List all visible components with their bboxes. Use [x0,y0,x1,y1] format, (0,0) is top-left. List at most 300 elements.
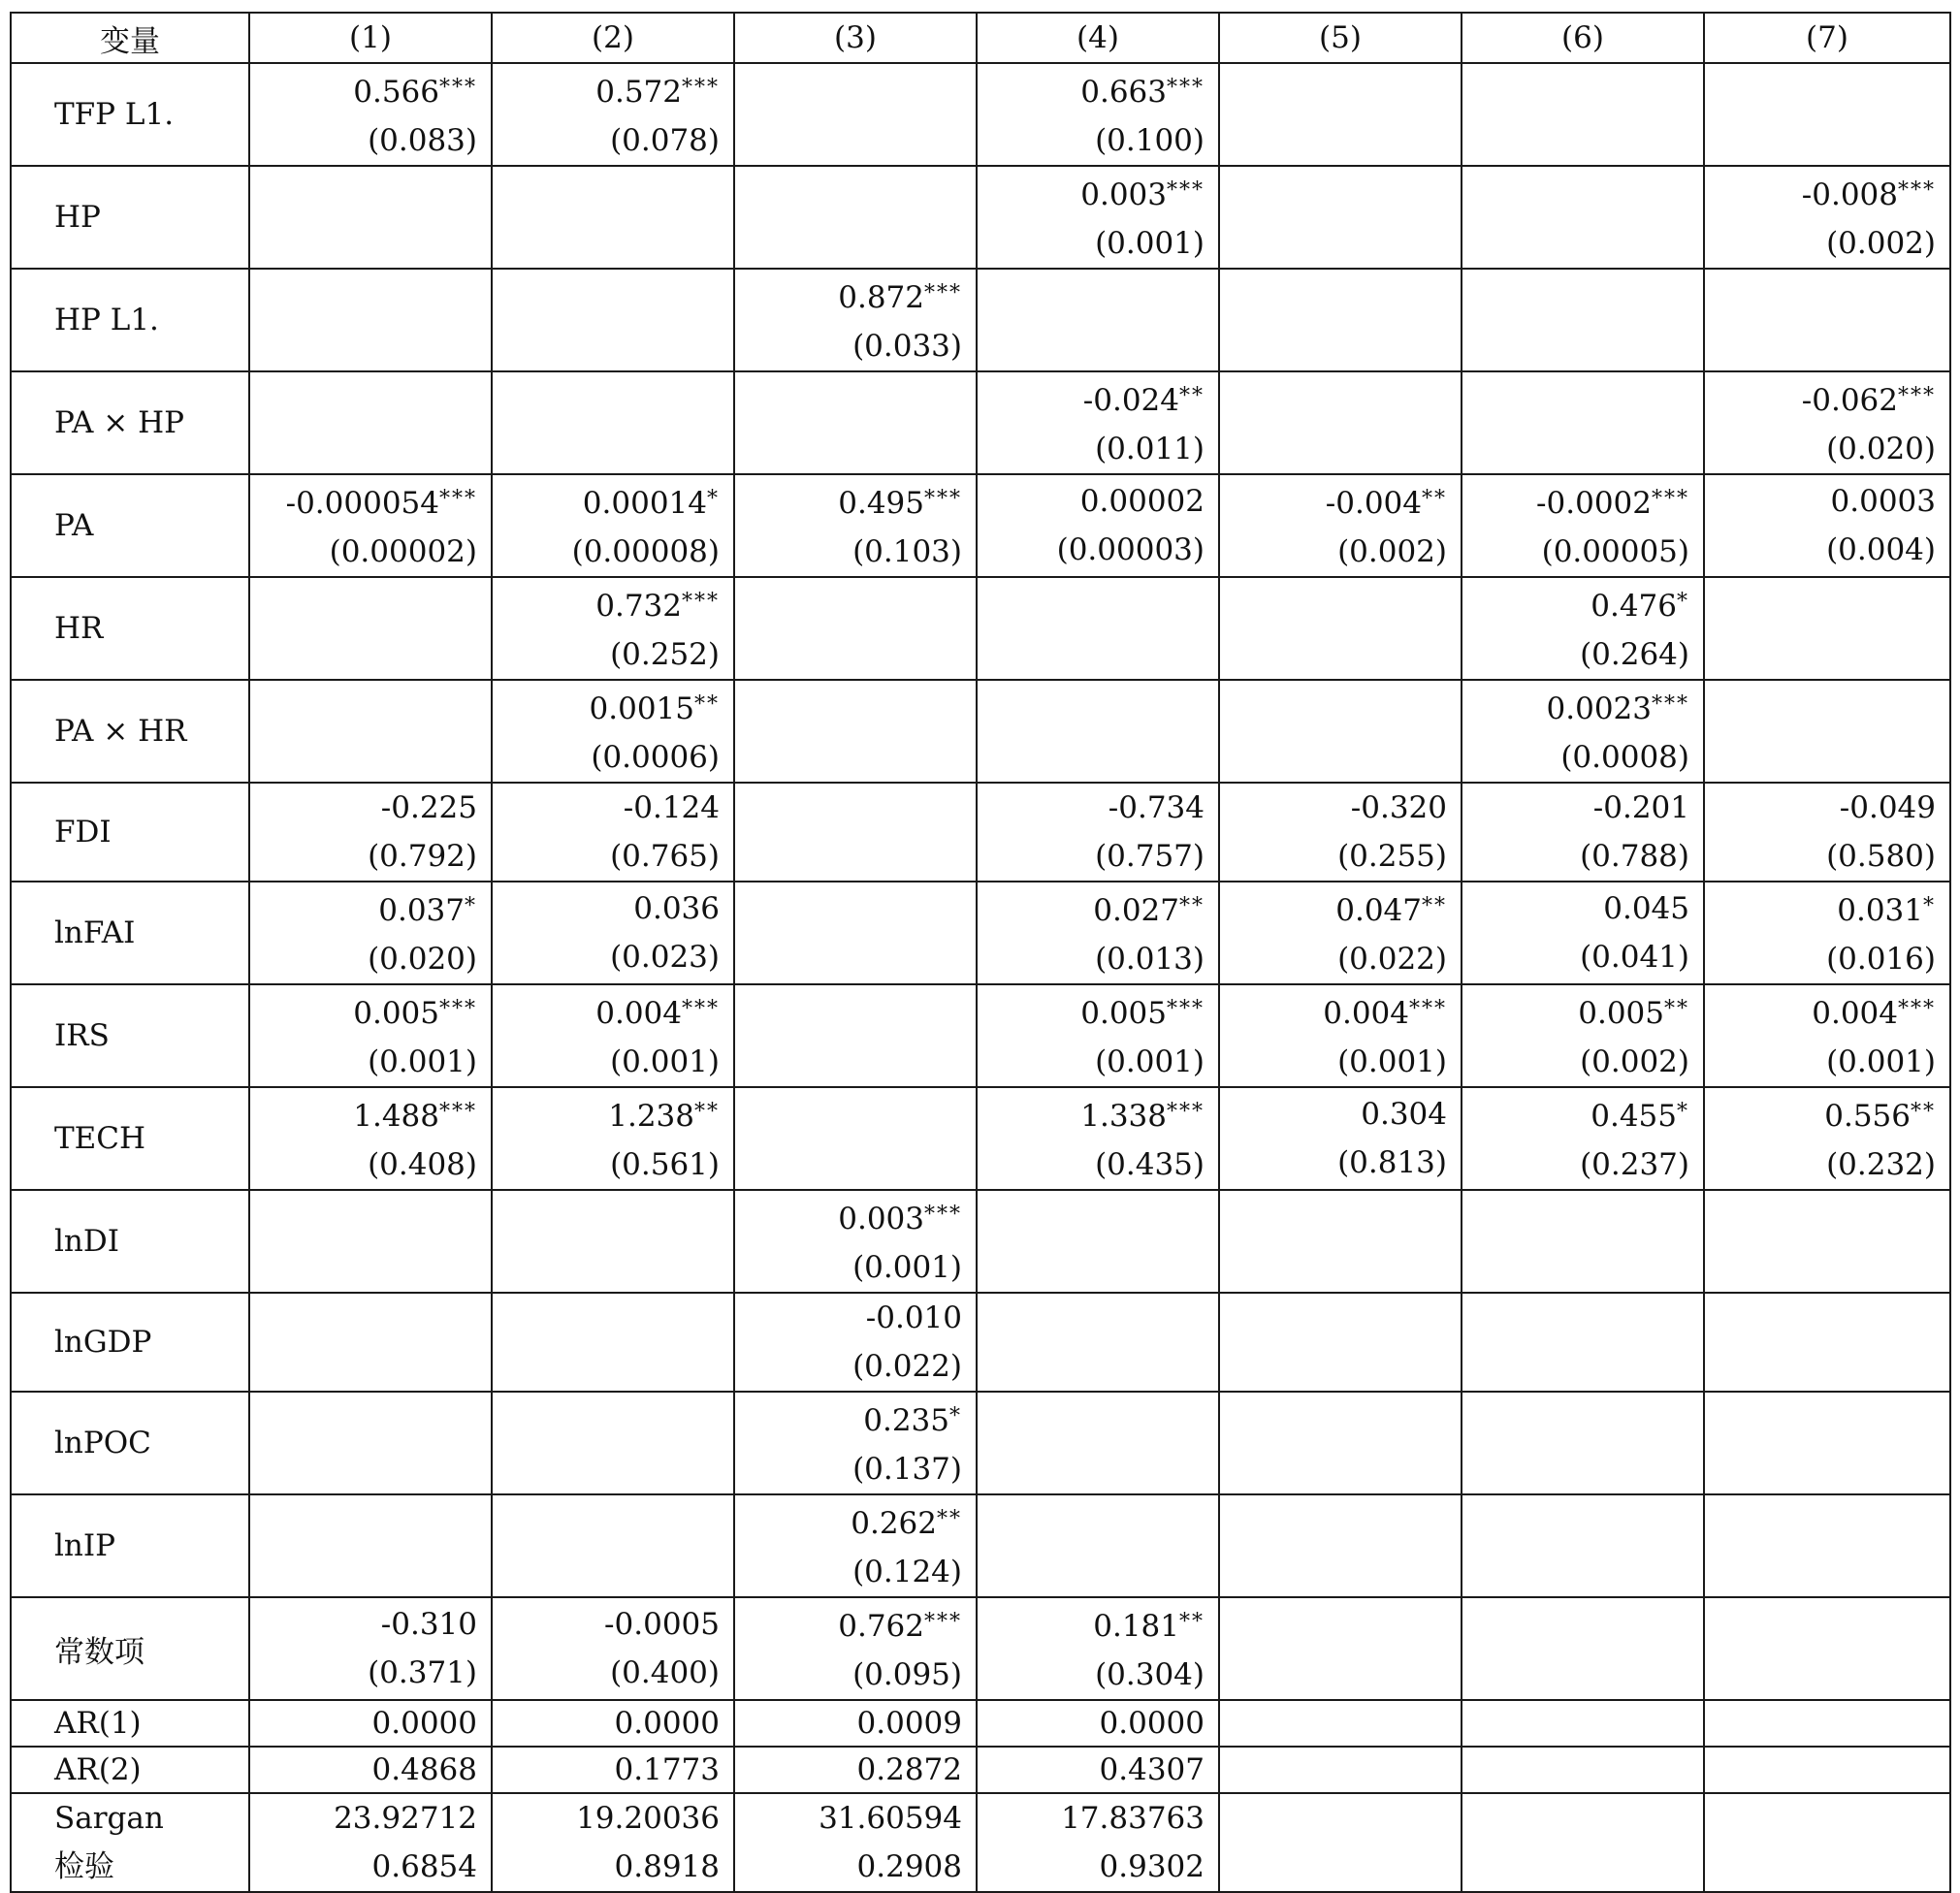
coef-line [510,681,720,733]
significance-stars: ** [1911,1100,1936,1124]
estimate-cell [492,1190,734,1293]
coef-line [753,1495,962,1548]
estimate-cell [492,371,734,474]
standard-error: (0.004) [1826,532,1936,567]
coef-line [510,475,720,528]
header-variable: 变量 [11,13,249,63]
estimate-cell [977,166,1219,269]
standard-error: (0.001) [852,1250,962,1285]
standard-error: (0.001) [1826,1044,1936,1079]
estimate-cell [977,680,1219,783]
coef-line [510,884,720,933]
significance-stars: *** [1167,1100,1205,1124]
estimate-cell [1462,882,1704,984]
standard-error: (0.011) [1095,432,1205,466]
estimate-cell [492,680,734,783]
estimate-cell [1704,1392,1950,1494]
coef-line [268,784,477,832]
estimate-cell [492,1597,734,1700]
coef-line [753,1598,962,1651]
estimate-cell [977,269,1219,371]
sargan-p-value: 0.2908 [856,1849,962,1884]
significance-stars: *** [1652,487,1689,511]
estimate-cell [977,882,1219,984]
estimate-cell [734,166,977,269]
coefficient-value: -0.734 [1108,790,1205,825]
estimate-cell [1704,1494,1950,1597]
estimate-cell [492,882,734,984]
significance-stars: * [1677,590,1689,614]
estimate-cell [492,1392,734,1494]
coefficient-value: 0.0003 [1830,484,1936,519]
estimate-cell [977,783,1219,882]
estimate-cell [1462,577,1704,680]
table-body [11,63,1950,1892]
test-value [1462,1747,1704,1793]
standard-error: (0.371) [368,1655,477,1690]
estimate-cell [249,680,492,783]
coefficient-value: -0.024 [1082,383,1179,418]
sargan-label [11,1793,249,1892]
estimate-cell [977,1087,1219,1190]
sargan-statistic: 17.83763 [1061,1801,1205,1836]
coef-line [510,985,720,1038]
estimate-cell [1704,984,1950,1087]
sargan-statistic: 31.60594 [819,1801,962,1836]
sargan-cell [1704,1793,1950,1892]
coefficient-value: 0.036 [633,891,720,926]
sargan-statistic: 19.20036 [576,1801,720,1836]
variable-label: 常数项 [11,1597,249,1700]
variable-label: PA [11,474,249,577]
coefficient-value: 0.495 [838,486,924,521]
coefficient-value: -0.010 [865,1300,962,1335]
coef-line [1480,578,1689,630]
coef-line [510,784,720,832]
significance-stars: *** [1409,997,1447,1021]
significance-stars: *** [682,76,720,100]
standard-error: (0.137) [852,1452,962,1487]
coefficient-value: -0.320 [1350,790,1447,825]
coef-line [1480,1088,1689,1140]
estimate-cell [1704,1293,1950,1392]
sargan-cell [249,1793,492,1892]
coefficient-value: 0.00014 [582,486,707,521]
significance-stars: ** [694,1100,720,1124]
estimate-cell [1219,1293,1462,1392]
coefficient-value: 0.047 [1335,893,1422,928]
coefficient-value: 0.732 [595,589,682,624]
coef-line [1480,475,1689,528]
estimate-cell [1219,783,1462,882]
coefficient-value: 0.262 [851,1506,937,1541]
estimate-cell [1219,1597,1462,1700]
table-row [11,474,1950,577]
standard-error: (0.00003) [1056,532,1205,567]
estimate-cell [492,474,734,577]
standard-error: (0.020) [1826,432,1936,466]
coef-line [268,475,477,528]
standard-error: (0.00008) [571,534,720,569]
significance-stars: *** [1167,178,1205,203]
coef-line [995,985,1205,1038]
sargan-cell [492,1793,734,1892]
estimate-cell [1219,1392,1462,1494]
estimate-cell [977,474,1219,577]
estimate-cell [1219,166,1462,269]
standard-error: (0.022) [1337,942,1447,977]
significance-stars: ** [1422,487,1447,511]
standard-error: (0.002) [1826,226,1936,261]
estimate-cell [1219,577,1462,680]
coefficient-value: -0.201 [1592,790,1689,825]
coefficient-value: 0.003 [838,1202,924,1236]
table-row [11,371,1950,474]
test-row [11,1747,1950,1793]
coef-line [1722,784,1936,832]
significance-stars: *** [1167,76,1205,100]
significance-stars: ** [937,1507,962,1531]
significance-stars: ** [1179,384,1205,408]
estimate-cell [1219,984,1462,1087]
estimate-cell [734,680,977,783]
estimate-cell [249,371,492,474]
standard-error: (0.765) [610,839,720,874]
estimate-cell [734,371,977,474]
coefficient-value: -0.062 [1801,383,1898,418]
significance-stars: ** [1664,997,1689,1021]
variable-label: FDI [11,783,249,882]
test-value [1219,1700,1462,1747]
estimate-cell [1462,1494,1704,1597]
coefficient-value: 0.476 [1590,589,1677,624]
standard-error: (0.580) [1826,839,1936,874]
coefficient-value: 0.005 [353,996,439,1031]
estimate-cell [492,984,734,1087]
estimate-cell [734,1392,977,1494]
estimate-cell [977,1392,1219,1494]
variable-label: IRS [11,984,249,1087]
estimate-cell [249,1494,492,1597]
estimate-cell [1462,166,1704,269]
table-row [11,63,1950,166]
estimate-cell [249,882,492,984]
header-model-2: (2) [492,13,734,63]
standard-error: (0.232) [1826,1147,1936,1182]
coef-line [510,1088,720,1140]
table-row [11,783,1950,882]
coefficient-value: 0.572 [595,75,682,110]
coef-line [995,1598,1205,1651]
estimate-cell [249,1087,492,1190]
coefficient-value: -0.004 [1325,486,1422,521]
estimate-cell [977,63,1219,166]
estimate-cell [1462,783,1704,882]
coef-line [995,372,1205,425]
test-value: 0.2872 [734,1747,977,1793]
standard-error: (0.016) [1826,942,1936,977]
coefficient-value: -0.225 [380,790,477,825]
estimate-cell [1704,166,1950,269]
estimate-cell [1219,63,1462,166]
significance-stars: ** [1422,894,1447,918]
standard-error: (0.304) [1095,1657,1205,1692]
coefficient-value: 1.488 [353,1099,439,1134]
estimate-cell [734,269,977,371]
coefficient-value: 0.566 [353,75,439,110]
table-row [11,269,1950,371]
estimate-cell [492,166,734,269]
significance-stars: *** [1898,178,1936,203]
estimate-cell [1704,1597,1950,1700]
header-row [11,13,1950,63]
estimate-cell [249,166,492,269]
standard-error: (0.013) [1095,942,1205,977]
coefficient-value: 1.238 [608,1099,694,1134]
estimate-cell [1219,474,1462,577]
header-model-5: (5) [1219,13,1462,63]
coefficient-value: 0.003 [1080,177,1167,212]
significance-stars: *** [439,487,477,511]
test-label: AR(1) [11,1700,249,1747]
sargan-row [11,1793,1950,1892]
variable-label: lnFAI [11,882,249,984]
coefficient-value: 0.031 [1837,893,1923,928]
estimate-cell [1462,1190,1704,1293]
estimate-cell [1219,882,1462,984]
estimate-cell [1704,882,1950,984]
test-value: 0.1773 [492,1747,734,1793]
coef-line [1237,1090,1447,1139]
standard-error: (0.001) [1095,226,1205,261]
test-value [1704,1747,1950,1793]
coefficient-value: 0.235 [863,1403,949,1438]
estimate-cell [1462,269,1704,371]
standard-error: (0.001) [1095,1044,1205,1079]
standard-error: (0.792) [368,839,477,874]
variable-label: TFP L1. [11,63,249,166]
estimate-cell [734,1293,977,1392]
standard-error: (0.561) [610,1147,720,1182]
estimate-cell [249,63,492,166]
estimate-cell [977,577,1219,680]
estimate-cell [1219,1494,1462,1597]
coef-line [268,985,477,1038]
estimate-cell [1704,63,1950,166]
coefficient-value: 1.338 [1080,1099,1167,1134]
coefficient-value: -0.0005 [604,1607,720,1642]
estimate-cell [977,1190,1219,1293]
coefficient-value: 0.037 [378,893,465,928]
estimate-cell [492,63,734,166]
estimate-cell [1704,269,1950,371]
significance-stars: * [949,1404,962,1428]
coef-line [995,167,1205,219]
significance-stars: ** [1179,894,1205,918]
significance-stars: *** [1167,997,1205,1021]
sargan-label-line1: Sargan [54,1801,164,1836]
header-model-4: (4) [977,13,1219,63]
coefficient-value: 0.005 [1080,996,1167,1031]
standard-error: (0.435) [1095,1147,1205,1182]
standard-error: (0.255) [1337,839,1447,874]
estimate-cell [734,1190,977,1293]
coef-line [268,882,477,935]
estimate-cell [1219,269,1462,371]
test-value: 0.0000 [492,1700,734,1747]
coefficient-value: 0.005 [1578,996,1664,1031]
significance-stars: * [1677,1100,1689,1124]
sargan-cell [1462,1793,1704,1892]
variable-label: HR [11,577,249,680]
variable-label: TECH [11,1087,249,1190]
significance-stars: *** [1652,692,1689,717]
coef-line [510,1600,720,1649]
significance-stars: *** [439,1100,477,1124]
estimate-cell [1704,577,1950,680]
standard-error: (0.002) [1580,1044,1689,1079]
estimate-cell [1704,371,1950,474]
estimate-cell [1462,984,1704,1087]
coef-line [268,1088,477,1140]
coefficient-value: 0.004 [1812,996,1898,1031]
estimate-cell [492,1293,734,1392]
variable-label: HP L1. [11,269,249,371]
standard-error: (0.400) [610,1655,720,1690]
table-row [11,577,1950,680]
coefficient-value: 0.027 [1093,893,1179,928]
standard-error: (0.002) [1337,534,1447,569]
estimate-cell [977,1293,1219,1392]
variable-label: PA × HR [11,680,249,783]
estimate-cell [1219,1087,1462,1190]
estimate-cell [1462,1597,1704,1700]
standard-error: (0.788) [1580,839,1689,874]
significance-stars: ** [1179,1610,1205,1634]
coefficient-value: 0.0015 [589,691,694,726]
coef-line [753,1294,962,1342]
estimate-cell [734,1494,977,1597]
sargan-cell [1219,1793,1462,1892]
sargan-cell [734,1793,977,1892]
table-row [11,1597,1950,1700]
table-row [11,166,1950,269]
estimate-cell [734,63,977,166]
estimate-cell [1704,1087,1950,1190]
variable-label: lnIP [11,1494,249,1597]
coefficient-value: 0.004 [1323,996,1409,1031]
coef-line [1480,985,1689,1038]
variable-label: PA × HP [11,371,249,474]
coefficient-value: -0.310 [380,1607,477,1642]
coefficient-value: 0.004 [595,996,682,1031]
coefficient-value: -0.008 [1801,177,1898,212]
estimate-cell [1462,371,1704,474]
table-row [11,1190,1950,1293]
coefficient-value: 0.455 [1590,1099,1677,1134]
variable-label: lnGDP [11,1293,249,1392]
table-row [11,984,1950,1087]
header-model-6: (6) [1462,13,1704,63]
table-row [11,680,1950,783]
significance-stars: *** [924,1203,962,1227]
standard-error: (0.022) [852,1349,962,1384]
estimate-cell [249,577,492,680]
estimate-cell [249,984,492,1087]
estimate-cell [1219,680,1462,783]
standard-error: (0.757) [1095,839,1205,874]
coefficient-value: 0.0023 [1546,691,1652,726]
coef-line [510,578,720,630]
regression-table [10,12,1951,1893]
coef-line [995,784,1205,832]
estimate-cell [1462,680,1704,783]
estimate-cell [249,1392,492,1494]
test-row [11,1700,1950,1747]
estimate-cell [734,1597,977,1700]
estimate-cell [734,474,977,577]
coefficient-value: 0.045 [1603,891,1689,926]
significance-stars: ** [694,692,720,717]
estimate-cell [1462,63,1704,166]
coef-line [1722,882,1936,935]
test-value [1219,1747,1462,1793]
estimate-cell [734,984,977,1087]
variable-label: lnPOC [11,1392,249,1494]
estimate-cell [1704,474,1950,577]
standard-error: (0.023) [610,940,720,975]
coef-line [1480,784,1689,832]
coef-line [1480,884,1689,933]
significance-stars: * [465,894,477,918]
standard-error: (0.264) [1580,637,1689,672]
coef-line [995,477,1205,526]
coefficient-value: 0.663 [1080,75,1167,110]
coef-line [753,1191,962,1243]
standard-error: (0.00002) [329,534,477,569]
coef-line [1237,985,1447,1038]
standard-error: (0.00005) [1541,534,1689,569]
table-row [11,1087,1950,1190]
coef-line [1480,681,1689,733]
sargan-cell [977,1793,1219,1892]
estimate-cell [492,269,734,371]
table-row [11,1293,1950,1392]
estimate-cell [977,1597,1219,1700]
standard-error: (0.237) [1580,1147,1689,1182]
test-value: 0.0009 [734,1700,977,1747]
coef-line [1722,1088,1936,1140]
standard-error: (0.124) [852,1555,962,1589]
standard-error: (0.078) [610,123,720,158]
standard-error: (0.001) [610,1044,720,1079]
table-row [11,882,1950,984]
variable-label: HP [11,166,249,269]
estimate-cell [977,984,1219,1087]
coef-line [995,882,1205,935]
significance-stars: *** [924,1610,962,1634]
standard-error: (0.033) [852,329,962,364]
sargan-p-value: 0.6854 [371,1849,477,1884]
variable-label: lnDI [11,1190,249,1293]
coef-line [1722,985,1936,1038]
estimate-cell [1462,1392,1704,1494]
coef-line [995,1088,1205,1140]
sargan-p-value: 0.8918 [614,1849,720,1884]
coef-line [1237,882,1447,935]
significance-stars: *** [924,487,962,511]
standard-error: (0.813) [1337,1145,1447,1180]
